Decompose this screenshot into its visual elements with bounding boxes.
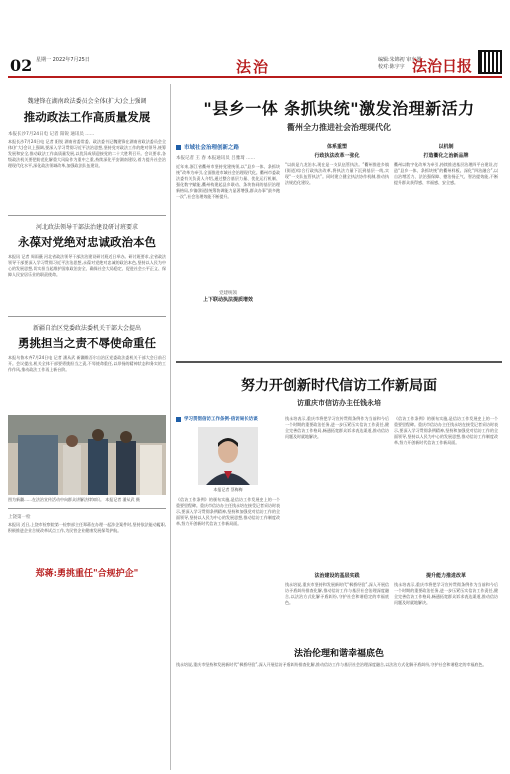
article-1-body: 本报长沙7月24日电 记者 阳锐 湖南省委常委、政法委书记魏建锋在湖南省政法委员会全体(扩大)会议上强调,要深入学习贯彻习近平法治思想,坚持党对政法工作的绝对领导,统筹发展和安全,推动政法工作高质量发展,以优异成绩迎接党的二十大胜利召开。会议要求,各级政法机关要把防范化解重大风险作为重中之重,持续深化平安湖南建设,着力提升社会治理现代化水平,深化政法领域改革,加强政法队伍建设。 [8, 139, 166, 168]
article-3-body: 本报乌鲁木齐7月24日电 记者 潘从武 新疆维吾尔自治区党委政法委机关干部大会日前召开。会议提出,机关全体干部要勇挑担当之责,不辱使命重任,以昂扬的精神状态和务实的工作作风,推动政法工作再上新台阶。 [8, 355, 166, 372]
bottom-body: 钱永培说,重庆市坚持和发展新时代“枫桥经验”,深入开展信访矛盾纠纷排查化解,推动信访工作与基层社会治理深度融合,以法治方式化解矛盾纠纷,守护社会和谐稳定的幸福底色。 [176, 662, 487, 667]
lead-headline: "县乡一体 条抓块统"激发治理新活力 [203, 99, 475, 118]
article-3-headline: 勇挑担当之责不辱使命重任 [18, 336, 156, 350]
subhead-reform: 提升能力推进改革 [425, 573, 466, 579]
page-number: 02 [10, 56, 33, 75]
lead-subheadline: 衢州全力推进社会治理现代化 [287, 123, 391, 132]
lead-byline: 本报记者 王 春 本报通讯员 吕雅琦 …… [176, 156, 256, 161]
interview-body-2: 钱永培表示,重庆市将把学习宣传贯彻条例作为当前和今后一个时期的重要政治任务,进一步压紧压实信访工作责任,健全完善信访工作格局,畅通拓宽群众诉求表达渠道,推动信访问题及时就地解决。 [285, 416, 389, 439]
second-headline: 努力开创新时代信访工作新局面 [241, 378, 437, 394]
portrait-photo [198, 427, 258, 485]
divider [8, 316, 166, 317]
mid-box-title: 上下联动执法提质增效 [202, 297, 253, 303]
left-column [8, 90, 166, 770]
lead-body: 近年来,浙江省衢州市坚持党建统领,以“县乡一体、条抓块统”改革为牵引,全面推进市域社会治理现代化。衢州市委政法委有关负责人介绍,通过整合基层力量、优化运行机制、强化数字赋能,衢州构建起县乡联动、条块协同的基层治理新格局,乡镇(街道)统筹协调能力显著增强,群众办事“最多跑一次”,社会治理效能不断提升。 [176, 164, 280, 199]
interview-tag-label: 学习贯彻信访工作条例·信访局长访谈 [184, 417, 258, 422]
subhead-practice: 法治建设的基层实践 [314, 573, 360, 579]
bottom-headline: 法治伦理和谐幸福底色 [293, 649, 384, 659]
section-head-2: 体系重塑 [326, 144, 347, 150]
divider [8, 508, 166, 509]
editor-line-1: 编辑:朱锦初 审车器 [378, 57, 422, 63]
article-3-kicker: 新疆自治区党委政法委机关干部大会提出 [32, 325, 141, 332]
column-separator [170, 84, 171, 770]
series-tag-label: 市域社会治理创新之路 [184, 145, 240, 151]
tag-square-icon [176, 417, 181, 422]
article-1-byline: 本报长沙7月24日电 记者 阳锐 通讯员 …… [8, 132, 95, 137]
section-sub-2: 行政执法改革一张化 [314, 153, 360, 159]
interview-body-4: 《信访工作条例》的颁布实施,是信访工作发展史上的一个重要里程碑。重庆市信访办主任钱永培在接受记者采访时表示,要深入学习贯彻条例精神,坚持和加强党对信访工作的全面领导,坚持以人民为中心的发展思想,推动信访工作制度改革,努力开创新时代信访工作新局面。 [394, 416, 498, 445]
article-2-kicker: 河北政法领导干部法治建设研讨班要求 [35, 224, 138, 231]
col-3-body: 衢州以数字化改革为牵引,持续推进基层治理四平台建设,打造“县乡一体、条抓块统”的衢州样板。深化“四治融合”,以自治增活力、法治强保障、德治扬正气、智治提效能,不断提升群众获得感、幸福感、安全感。 [394, 162, 498, 185]
article-2-body: 本报讯 记者 周雨薇 河北省政法领导干部法治建设研讨班近日举办。研讨班要求,全省政法领导干部要深入学习贯彻习近平法治思想,永葆对党绝对忠诚的政治本色,坚持以人民为中心的发展思想,切实担当起维护国家政治安全、确保社会大局稳定、促进社会公平正义、保障人民安居乐业的职责使命。 [8, 254, 166, 277]
qr-code-icon [478, 50, 502, 74]
article-1-headline: 推动政法工作高质量发展 [23, 110, 151, 124]
section-divider [176, 361, 502, 363]
portrait-caption: 本报记者 蔡梅梅 [213, 487, 243, 492]
mid-box [176, 290, 280, 303]
section-title: 法治 [236, 58, 271, 76]
tag-square-icon [176, 145, 181, 150]
article-1-kicker: 魏建锋在湖南政法委员会全体(扩大)会上强调 [27, 98, 147, 105]
section-sub-3: 打造衢化之治新品牌 [423, 153, 469, 159]
newspaper-logo: 法治日报 [412, 57, 473, 75]
date-line: 星期一 2022年7月25日 [36, 57, 90, 63]
mid-box-label: 党建统领 [219, 291, 237, 296]
article-2-headline: 永葆对党绝对忠诚政治本色 [18, 235, 156, 249]
article-4-kicker: 上饶第一检 [8, 514, 31, 520]
interview-body-1: 《信访工作条例》的颁布实施,是信访工作发展史上的一个重要里程碑。重庆市信访办主任钱永培在接受记者采访时表示,要深入学习贯彻条例精神,坚持和加强党对信访工作的全面领导,坚持以人民为中心的发展思想,推动信访工作制度改革,努力开创新时代信访工作新局面。 [176, 496, 280, 526]
interview-body-5: 钱永培表示,重庆市将把学习宣传贯彻条例作为当前和今后一个时期的重要政治任务,进一步压紧压实信访工作责任,健全完善信访工作格局,畅通拓宽群众诉求表达渠道,推动信访问题及时就地解决。 [394, 582, 498, 605]
series-tag [176, 143, 280, 151]
second-subheadline: 访重庆市信访办主任钱永培 [297, 399, 381, 407]
divider [8, 215, 166, 216]
masthead [0, 0, 510, 78]
article-4-lead: 本报讯 近日,上饶市检察院第一检察部主任郑蒋在办理一起涉企案件时,坚持依法能动履职,积极推进企业合规改革试点工作,为民营企业健康发展保驾护航。 [8, 521, 166, 533]
news-photo [8, 415, 166, 495]
masthead-rule [8, 76, 502, 78]
editor-line-2: 校对:陈宇宇 [378, 64, 405, 70]
interview-tag [176, 416, 280, 422]
col-2-body: “以前是九龙治水,现在是一支队伍管执法。”衢州推进乡镇(街道)综合行政执法改革,将执法力量下沉到基层一线,实现“一支队伍管执法”。同时建立健全执法协作机制,推动执法规范化建设。 [285, 162, 389, 185]
photo-image [8, 415, 166, 495]
section-head-3: 以机制 [438, 144, 454, 150]
photo-caption: 图为新疆……在法治宣传活动中向群众讲解法律知识。 本报记者 潘从武 摄 [8, 497, 140, 502]
portrait-image [198, 427, 258, 485]
interview-body-3: 钱永培说,重庆市坚持和发展新时代“枫桥经验”,深入开展信访矛盾纠纷排查化解,推动信访工作与基层社会治理深度融合,以法治方式化解矛盾纠纷,守护社会和谐稳定的幸福底色。 [285, 582, 389, 605]
right-area [176, 84, 502, 770]
article-4-headline: 郑蒋:勇挑重任"合规护企" [35, 568, 139, 579]
